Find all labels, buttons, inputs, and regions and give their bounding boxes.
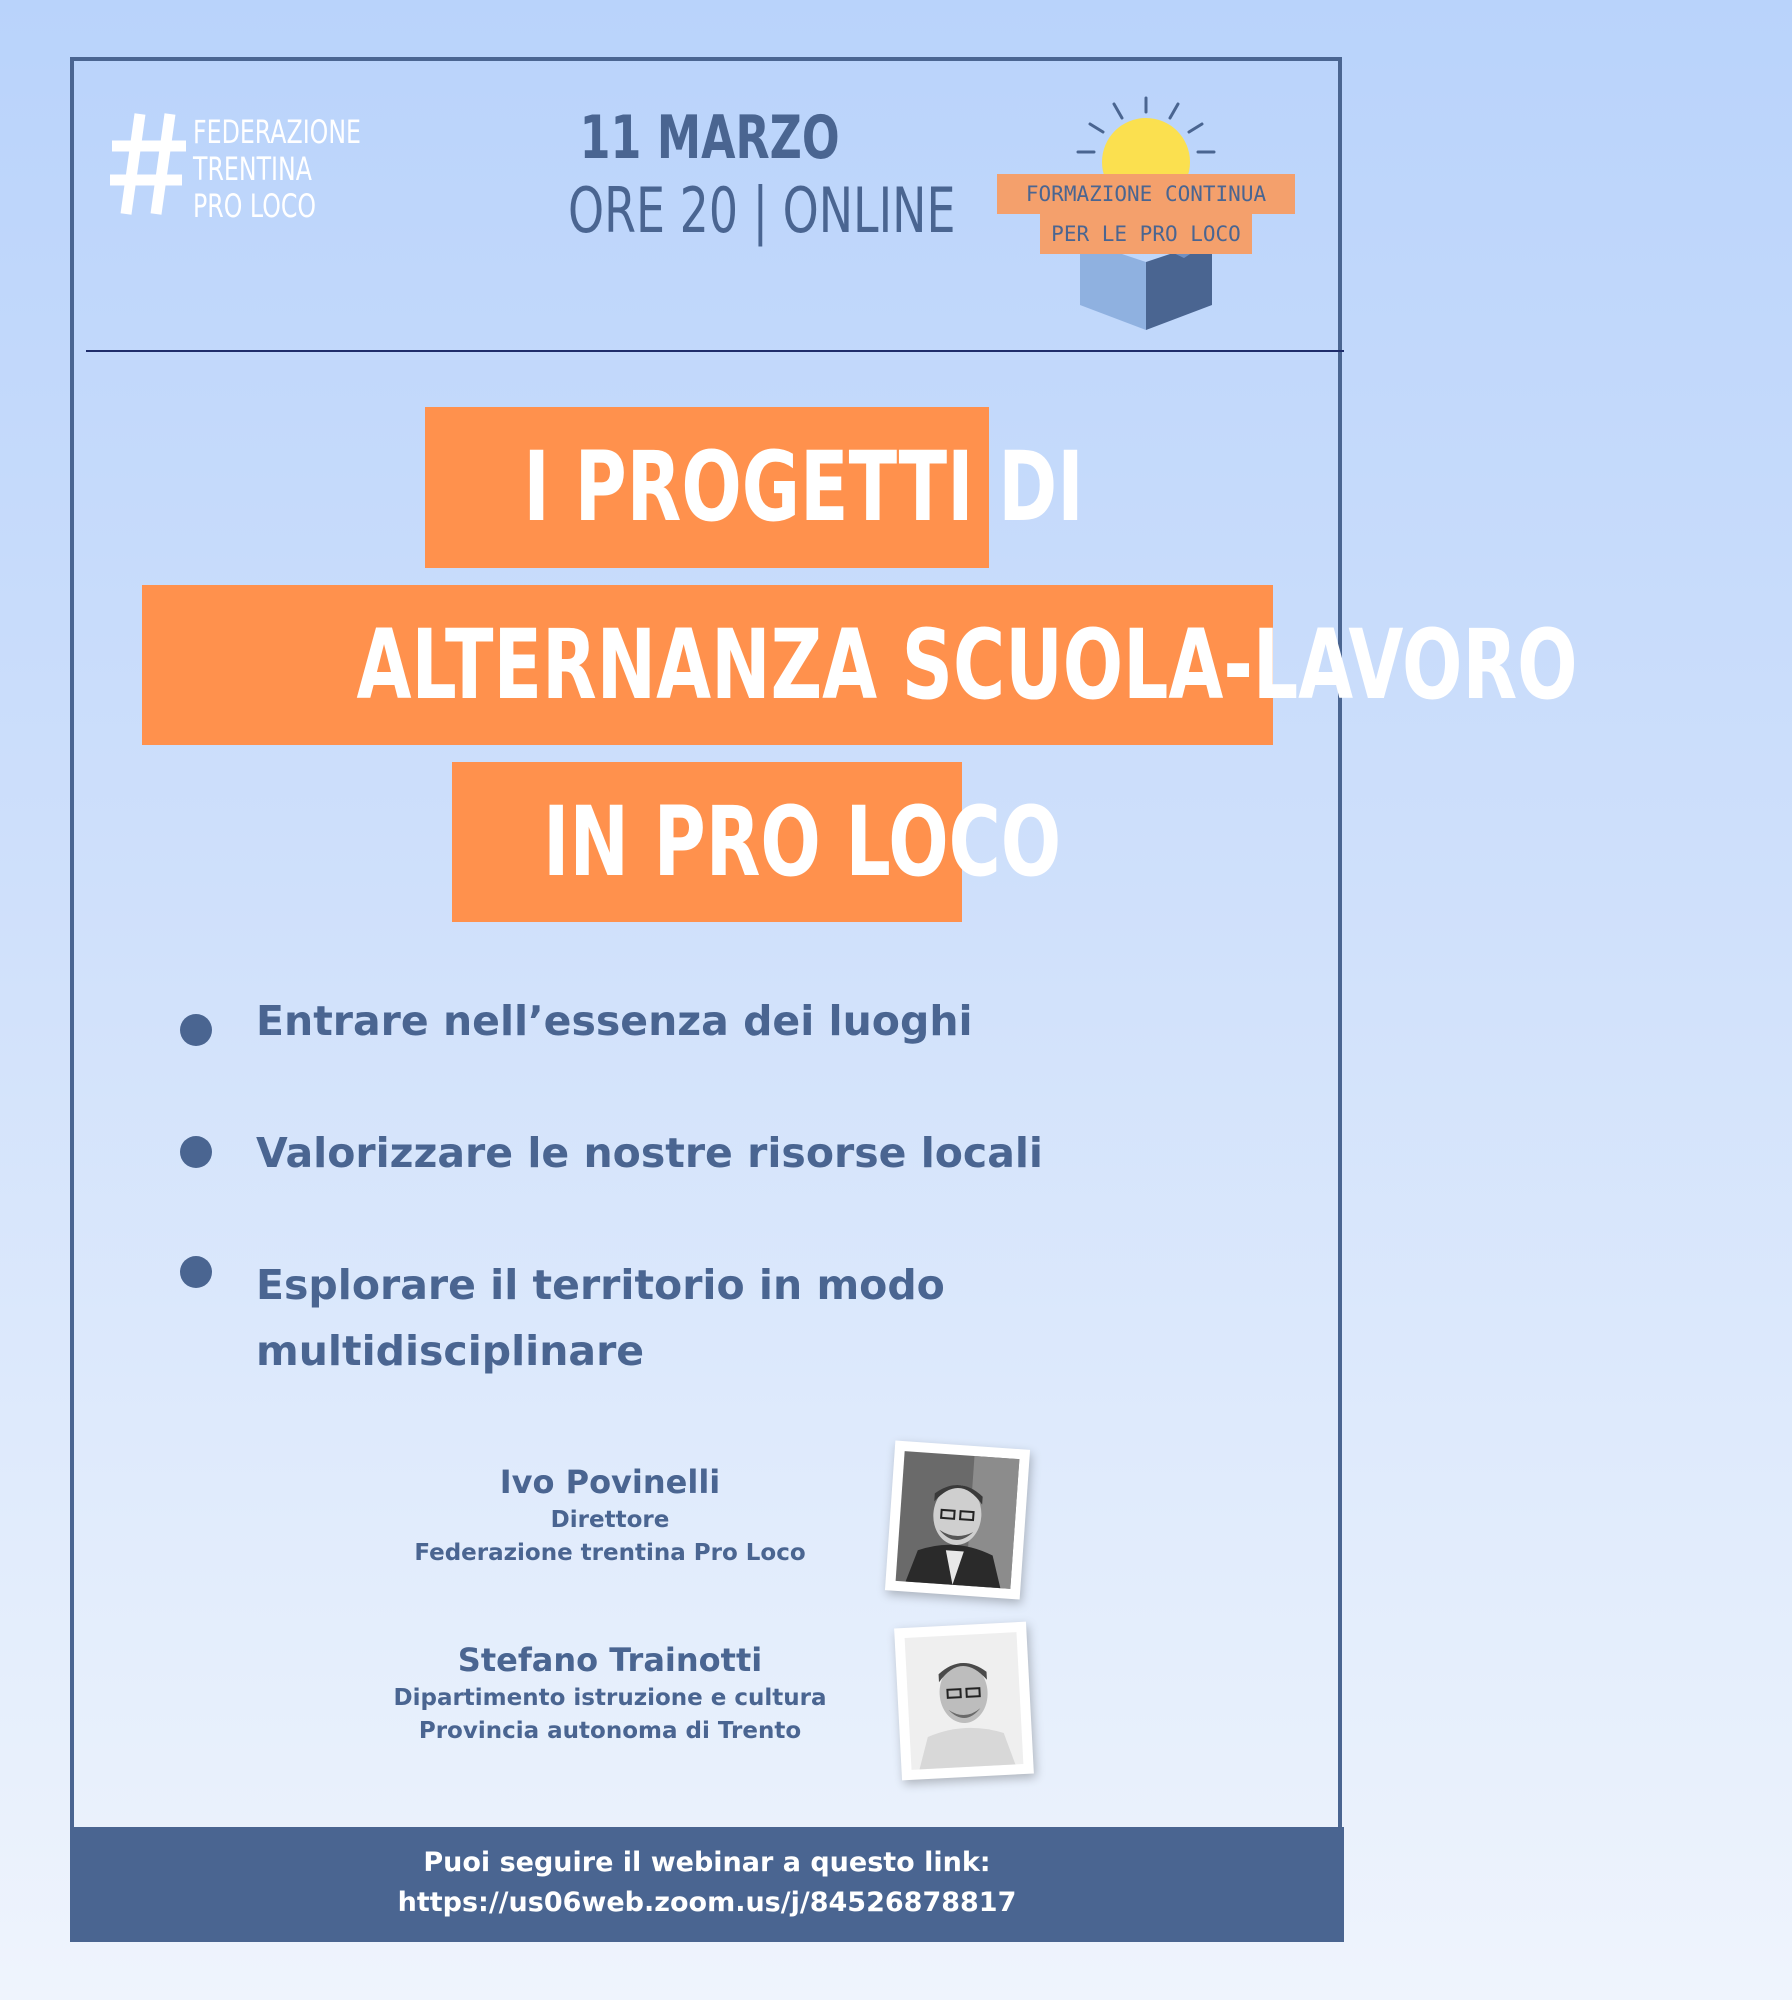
- title-box-1: [425, 407, 1084, 568]
- speaker-2-role-1: Dipartimento istruzione e cultura: [393, 1685, 827, 1711]
- header-divider: [86, 350, 1344, 352]
- bullet-text-3: Esplorare il territorio in modo multidisciplinare: [256, 1261, 945, 1375]
- title-line-3: IN PRO LOCO: [543, 786, 1062, 898]
- badge-line-1: FORMAZIONE CONTINUA: [1025, 182, 1267, 206]
- bullet-dot-2: [180, 1136, 212, 1168]
- event-date-block: [500, 102, 956, 248]
- speaker-2-name: Stefano Trainotti: [457, 1641, 763, 1679]
- bullet-dot-3: [180, 1256, 212, 1288]
- federation-logo: [108, 108, 418, 223]
- bullet-text-1: Entrare nell’essenza dei luoghi: [256, 997, 973, 1045]
- bullet-text-2: Valorizzare le nostre risorse locali: [256, 1129, 1043, 1177]
- footer-caption: Puoi seguire il webinar a questo link:: [423, 1847, 991, 1878]
- speaker-2-role-2: Provincia autonoma di Trento: [418, 1718, 802, 1744]
- speaker-1: [350, 1460, 870, 1570]
- training-badge: [990, 90, 1310, 340]
- bullet-dot-1: [180, 1014, 212, 1046]
- logo-line-2: TRENTINA: [193, 150, 312, 188]
- speaker-2: [350, 1638, 870, 1748]
- speaker-2-photo: [894, 1622, 1034, 1781]
- title-box-3: [452, 762, 1062, 922]
- logo-line-1: FEDERAZIONE: [193, 113, 361, 151]
- speaker-1-photo: [885, 1440, 1030, 1599]
- speaker-1-role-2: Federazione trentina Pro Loco: [414, 1540, 806, 1566]
- webinar-link[interactable]: https://us06web.zoom.us/j/84526878817: [397, 1887, 1017, 1918]
- footer-bar: [70, 1827, 1344, 1942]
- event-time-mode: ORE 20 | ONLINE: [568, 174, 956, 247]
- event-date: 11 MARZO: [580, 103, 840, 173]
- title-box-2: [142, 585, 1578, 745]
- speaker-1-name: Ivo Povinelli: [499, 1463, 721, 1501]
- badge-line-2: PER LE PRO LOCO: [1051, 222, 1241, 246]
- title-line-1: I PROGETTI DI: [523, 431, 1084, 543]
- speaker-1-portrait-icon: [896, 1451, 1020, 1589]
- hashtag-icon: [108, 108, 188, 220]
- speaker-1-role-1: Direttore: [550, 1507, 670, 1533]
- logo-line-3: PRO LOCO: [193, 187, 317, 225]
- speaker-2-portrait-icon: [905, 1632, 1024, 1770]
- title-line-2: ALTERNANZA SCUOLA-LAVORO: [356, 609, 1578, 721]
